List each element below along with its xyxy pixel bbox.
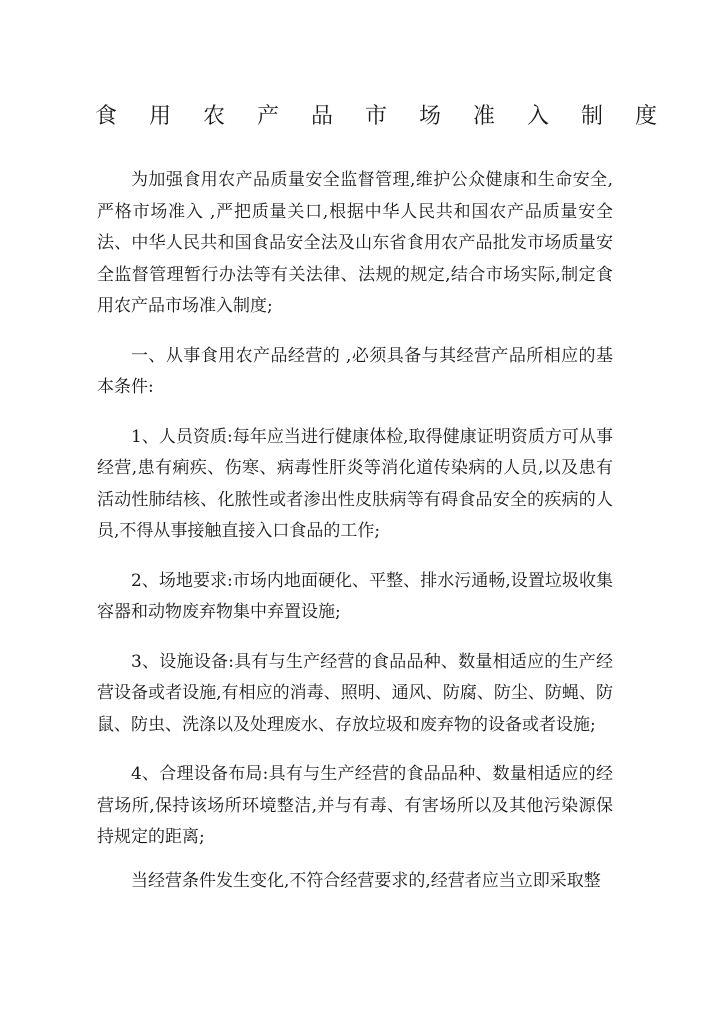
section-one-heading: 一、从事食用农产品经营的 ,必须具备与其经营产品所相应的基本条件: bbox=[97, 345, 613, 397]
document-body bbox=[97, 165, 613, 915]
item-site-requirements: 2、场地要求:市场内地面硬化、平整、排水污通畅,设置垃圾收集容器和动物废弃物集中弃置设施; bbox=[97, 570, 613, 622]
item-facilities-equipment: 3、设施设备:具有与生产经营的食品品种、数量相适应的生产经营设备或者设施,有相应的消毒、照明、通风、防腐、防尘、防蝇、防鼠、防虫、洗涤以及处理废水、存放垃圾和废弃物的设备或者设施; bbox=[97, 651, 613, 735]
intro-paragraph: 为加强食用农产品质量安全监督管理,维护公众健康和生命安全,严格市场准入 ,严把质量关口,根据中华人民共和国农产品质量安全法、中华人民共和国食品安全法及山东省食用农产品批发市场质量安全监督管理暂行办法等有关法律、法规的规定,结合市场实际,制定食用农产品市场准入制度; bbox=[97, 170, 613, 316]
document-title: 食用农产品市场准入制度 bbox=[95, 104, 690, 129]
closing-paragraph: 当经营条件发生变化,不符合经营要求的,经营者应当立即采取整 bbox=[131, 870, 601, 891]
item-personnel-qualification: 1、人员资质:每年应当进行健康体检,取得健康证明资质方可从事经营,患有痢疾、伤寒、病毒性肝炎等消化道传染病的人员,以及患有活动性肺结核、化脓性或者渗出性皮肤病等有碍食品安全的疾病的人员,不得从事接触直接入口食品的工作; bbox=[97, 426, 613, 541]
item-equipment-layout: 4、合理设备布局:具有与生产经营的食品品种、数量相适应的经营场所,保持该场所环境整洁,并与有毒、有害场所以及其他污染源保持规定的距离; bbox=[97, 764, 613, 847]
